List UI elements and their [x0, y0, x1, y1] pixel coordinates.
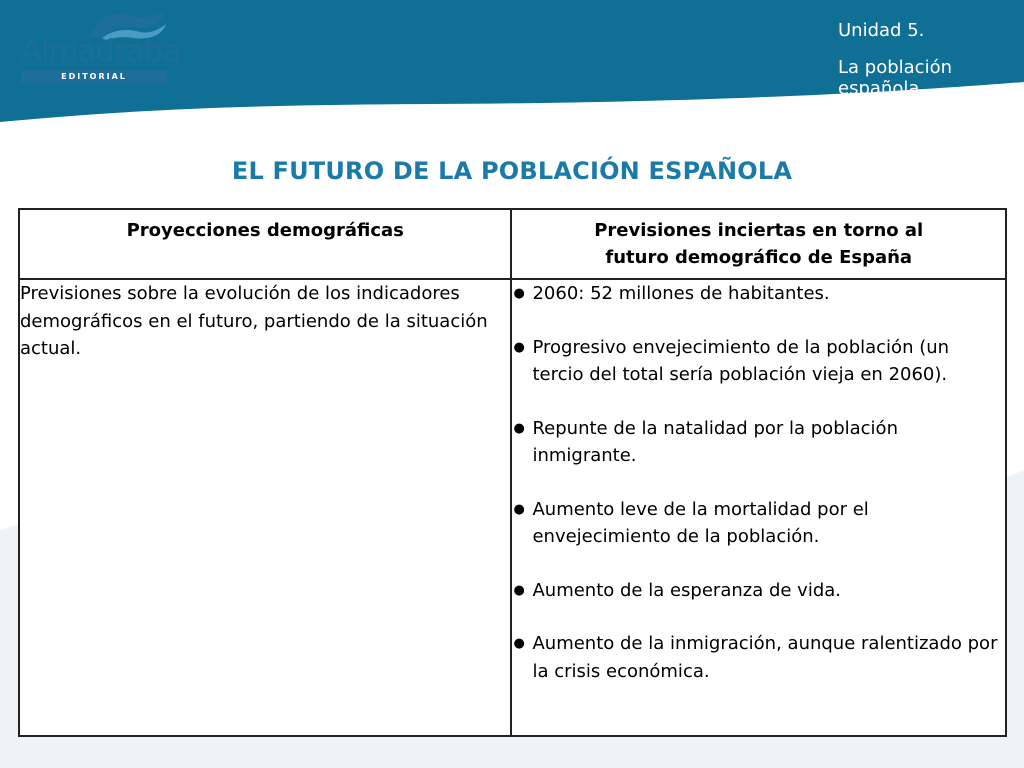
list-item — [512, 415, 1005, 470]
demography-table — [18, 208, 1007, 737]
list-item — [512, 630, 1005, 685]
logo-wordmark: Almadraba — [21, 34, 181, 69]
list-item — [512, 577, 1005, 605]
bullet-icon: ● — [513, 636, 525, 651]
publisher-logo — [18, 8, 181, 82]
bullet-icon: ● — [513, 420, 525, 436]
list-item — [512, 496, 1005, 551]
list-item — [512, 334, 1005, 389]
list-item-text: 2060: 52 millones de habitantes. — [532, 283, 830, 304]
bullet-icon: ● — [513, 286, 525, 301]
list-item-text: Progresivo envejecimiento de la población (un tercio del total sería población vieja en 2060). — [532, 336, 950, 385]
table-header-forecasts — [511, 209, 1006, 279]
unit-title: Unidad 5. — [838, 20, 925, 41]
table-header-forecasts-text: Previsiones inciertas en torno al futuro demográfico de España — [594, 220, 924, 268]
table-header-projections: Proyecciones demográficas — [19, 209, 511, 279]
unit-subtitle: La población española — [838, 57, 952, 99]
bullet-icon: ● — [513, 501, 525, 517]
list-item-text: Repunte de la natalidad por la población inmigrante. — [532, 417, 898, 466]
table-body-row — [19, 279, 1006, 736]
list-item-text: Aumento de la inmigración, aunque ralentizado por la crisis económica. — [532, 633, 998, 682]
projections-description: Previsiones sobre la evolución de los indicadores demográficos en el futuro, partiendo de la situación actual. — [19, 279, 511, 736]
list-item — [512, 280, 1005, 308]
bullet-icon: ● — [513, 339, 525, 355]
forecast-list — [512, 280, 1005, 685]
forecasts-cell — [511, 279, 1006, 736]
logo-subtitle: EDITORIAL — [21, 70, 167, 83]
list-item-text: Aumento leve de la mortalidad por el envejecimiento de la población. — [532, 498, 869, 547]
list-item-text: Aumento de la esperanza de vida. — [532, 579, 842, 601]
bullet-icon: ● — [513, 582, 525, 598]
page-title: EL FUTURO DE LA POBLACIÓN ESPAÑOLA — [231, 157, 793, 185]
table-header-row — [19, 209, 1006, 279]
